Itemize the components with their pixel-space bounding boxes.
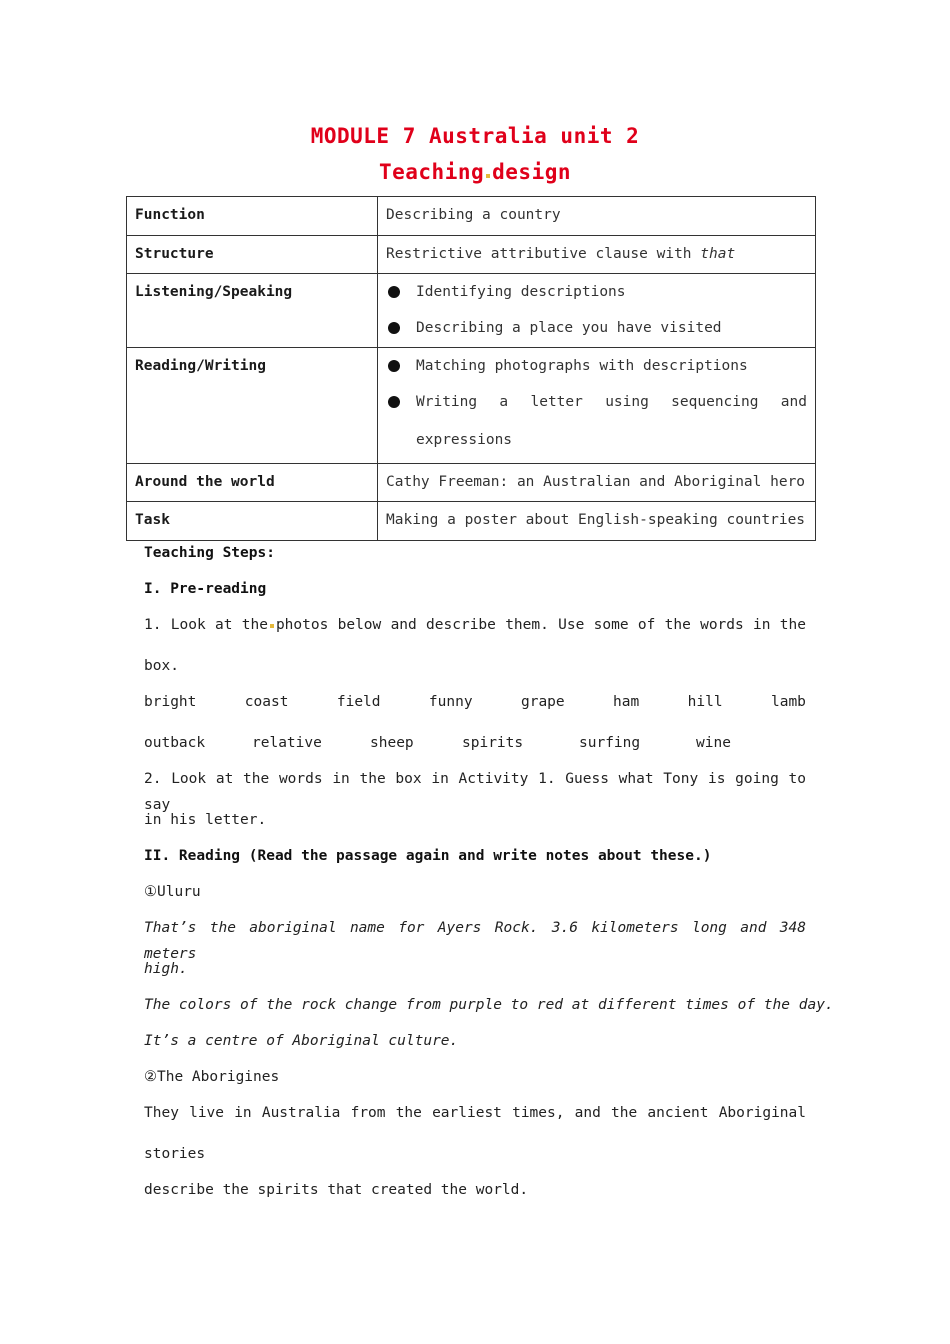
list-item-text: Describing a place you have visited <box>416 320 722 336</box>
table-row <box>127 464 816 502</box>
teaching-design-table <box>126 196 816 541</box>
dot-mark <box>486 174 490 178</box>
table-row <box>127 236 816 274</box>
uluru-note: The colors of the rock change from purple to red at different times of the day. <box>144 997 834 1013</box>
activity-2-text: 2. Look at the words in the box in Activity 1. Guess what Tony is going to say <box>144 771 806 813</box>
aborigines-note-cont: stories <box>144 1146 206 1162</box>
aborigines-note: They live in Australia from the earliest times, and the ancient Aboriginal <box>144 1105 806 1121</box>
activity-1-text-cont: box. <box>144 658 179 674</box>
list-item-text: Writing a letter using sequencing and <box>416 394 807 410</box>
bullet-icon <box>388 286 400 298</box>
row-value: Cathy Freeman: an Australian and Aboriginal hero <box>378 464 816 502</box>
activity-1-part-2: photos below and describe them. Use some of the words in the <box>275 617 806 633</box>
uluru-note-cont: high. <box>144 961 188 977</box>
reading-heading: II. Reading (Read the passage again and write notes about these.) <box>144 848 712 864</box>
list-item <box>386 279 807 305</box>
list-item <box>386 353 807 379</box>
table-row <box>127 197 816 236</box>
bullet-icon <box>388 360 400 372</box>
dot-mark <box>270 624 274 628</box>
aborigines-heading: ②The Aborigines <box>144 1069 280 1085</box>
uluru-note: It’s a centre of Aboriginal culture. <box>144 1033 459 1049</box>
table-row <box>127 348 816 464</box>
word: relative <box>252 735 322 751</box>
pre-reading-heading: I. Pre-reading <box>144 581 267 597</box>
row-value: Describing a country <box>378 197 816 236</box>
list-item-text: Identifying descriptions <box>416 284 626 300</box>
page-subtitle <box>0 160 950 184</box>
row-label: Function <box>127 197 378 236</box>
bullet-icon <box>388 322 400 334</box>
table-row <box>127 502 816 541</box>
activity-2-text-cont: in his letter. <box>144 812 267 828</box>
list-item-text: Matching photographs with descriptions <box>416 358 748 374</box>
page-title: MODULE 7 Australia unit 2 <box>310 124 640 148</box>
word: surfing <box>579 735 641 751</box>
word: ham <box>613 694 640 710</box>
uluru-note: That’s the aboriginal name for Ayers Rock. 3.6 kilometers long and 348 meters <box>144 920 806 962</box>
row-value: Making a poster about English-speaking countries <box>378 502 816 541</box>
word: spirits <box>462 735 524 751</box>
table-row <box>127 274 816 348</box>
word: bright <box>144 694 197 710</box>
word-box-row-1 <box>144 689 806 730</box>
list-item <box>386 315 807 341</box>
row-label: Reading/Writing <box>127 348 378 464</box>
teaching-steps <box>144 540 834 1213</box>
row-label: Around the world <box>127 464 378 502</box>
word: funny <box>428 694 473 710</box>
row-value <box>378 348 816 464</box>
word: hill <box>687 694 723 710</box>
bullet-icon <box>388 396 400 408</box>
subtitle-part-2: design <box>492 160 571 184</box>
row-label: Structure <box>127 236 378 274</box>
uluru-heading: ①Uluru <box>144 884 201 900</box>
row-value <box>378 274 816 348</box>
word: grape <box>520 694 565 710</box>
steps-heading: Teaching Steps: <box>144 545 275 561</box>
word: coast <box>244 694 289 710</box>
row-label: Listening/Speaking <box>127 274 378 348</box>
row-value <box>378 236 816 274</box>
aborigines-note: describe the spirits that created the world. <box>144 1182 529 1198</box>
subtitle-part-1: Teaching <box>378 160 485 184</box>
word: wine <box>696 735 731 751</box>
word: field <box>336 694 381 710</box>
activity-1-text <box>144 612 806 653</box>
row-label: Task <box>127 502 378 541</box>
word: sheep <box>370 735 414 751</box>
word-box-row-2 <box>144 730 806 766</box>
word: lamb <box>770 694 806 710</box>
word: outback <box>144 735 206 751</box>
activity-1-part-1: 1. Look at the <box>144 617 268 633</box>
structure-text: Restrictive attributive clause with <box>386 246 701 262</box>
structure-keyword: that <box>700 246 736 262</box>
list-item <box>386 389 807 415</box>
list-item-continuation: expressions <box>416 432 513 448</box>
